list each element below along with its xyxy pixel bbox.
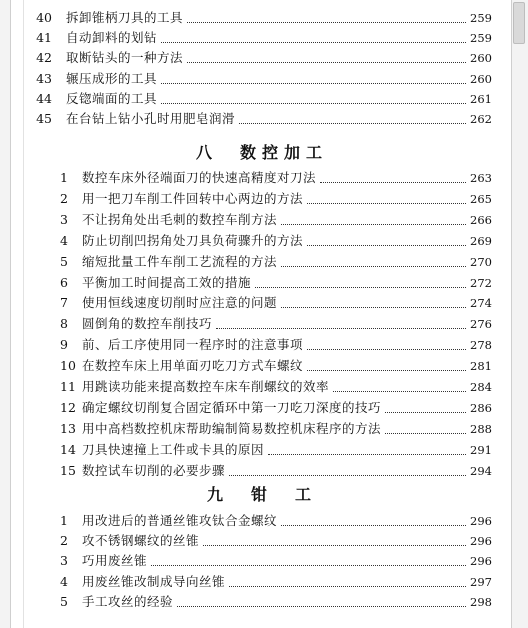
toc-leader-dots bbox=[385, 432, 466, 434]
toc-entry-number: 5 bbox=[60, 593, 68, 609]
toc-leader-dots bbox=[229, 474, 466, 476]
toc-entry-number: 10 bbox=[60, 358, 76, 374]
toc-entry-number: 11 bbox=[60, 379, 76, 394]
toc-leader-dots bbox=[307, 348, 466, 350]
toc-entry-number: 2 bbox=[60, 190, 68, 206]
toc-entry bbox=[24, 314, 500, 334]
toc-entry-number: 3 bbox=[60, 553, 68, 569]
toc-entry bbox=[24, 511, 500, 531]
toc-leader-dots bbox=[385, 411, 466, 413]
toc-leader-dots bbox=[161, 41, 466, 43]
toc-entry-title: 拆卸锥柄刀具的工具 bbox=[66, 10, 184, 25]
toc-entry bbox=[24, 293, 500, 313]
scrollbar-thumb[interactable] bbox=[513, 2, 525, 44]
toc-entry-title: 在数控车床上用单面刃吃刀方式车螺纹 bbox=[82, 358, 304, 374]
toc-entry-title: 手工攻丝的经验 bbox=[82, 593, 174, 609]
toc-entry-number: 7 bbox=[60, 295, 68, 311]
toc-entry bbox=[24, 109, 500, 129]
toc-entry-title: 用一把刀车削工件回转中心两边的方法 bbox=[82, 190, 304, 206]
toc-entry-page: 286 bbox=[470, 400, 492, 415]
toc-entry bbox=[24, 231, 500, 251]
toc-entry-page: 259 bbox=[470, 11, 492, 25]
toc-entry-page: 272 bbox=[470, 275, 492, 290]
toc-entry bbox=[24, 461, 500, 481]
toc-leader-dots bbox=[281, 524, 466, 526]
toc-entry bbox=[24, 335, 500, 355]
toc-entry-number: 2 bbox=[60, 533, 68, 549]
toc-entry-title: 取断钻头的一种方法 bbox=[66, 50, 184, 66]
toc-entry-page: 288 bbox=[470, 421, 492, 436]
toc-leader-dots bbox=[161, 82, 466, 84]
toc-entry-number: 1 bbox=[60, 170, 68, 185]
toc-entry bbox=[24, 273, 500, 293]
toc-entry-title: 用中高档数控机床帮助编制简易数控机床程序的方法 bbox=[82, 420, 382, 436]
toc-entry-page: 294 bbox=[470, 463, 492, 478]
toc-entry-page: 296 bbox=[470, 534, 492, 549]
section-8-heading bbox=[24, 140, 500, 163]
section-9-heading bbox=[24, 482, 500, 505]
toc-entry-title: 不让拐角处出毛刺的数控车削方法 bbox=[82, 211, 278, 227]
toc-entry-page: 261 bbox=[470, 91, 492, 106]
toc-entry-title: 用跳读功能来提高数控车床车削螺纹的效率 bbox=[82, 379, 330, 394]
toc-entry bbox=[24, 377, 500, 397]
toc-entry-page: 296 bbox=[470, 554, 492, 569]
toc-entry-title: 反锪端面的工具 bbox=[66, 90, 158, 106]
toc-entry-page: 262 bbox=[470, 112, 492, 126]
toc-entry-number: 4 bbox=[60, 232, 68, 248]
toc-entry-number: 42 bbox=[36, 50, 52, 66]
toc-entry bbox=[24, 551, 500, 571]
toc-entry-page: 297 bbox=[470, 574, 492, 589]
toc-entry-title: 使用恒线速度切削时应注意的问题 bbox=[82, 295, 278, 311]
toc-entry bbox=[24, 69, 500, 89]
vertical-scrollbar[interactable] bbox=[511, 0, 528, 628]
toc-entry-title: 前、后工序使用同一程序时的注意事项 bbox=[82, 337, 304, 353]
toc-entry-page: 260 bbox=[470, 51, 492, 66]
toc-entry-page: 259 bbox=[470, 31, 492, 46]
toc-leader-dots bbox=[307, 202, 466, 204]
toc-entry-title: 数控车床外径端面刀的快速高精度对刀法 bbox=[82, 170, 317, 185]
toc-leader-dots bbox=[307, 244, 466, 246]
toc-entry bbox=[24, 210, 500, 230]
toc-entry bbox=[24, 252, 500, 272]
toc-leader-dots bbox=[187, 21, 466, 23]
toc-entry-title: 确定螺纹切削复合固定循环中第一刀吃刀深度的技巧 bbox=[82, 399, 382, 415]
toc-entry-number: 1 bbox=[60, 513, 68, 528]
section-8-heading-text: 八 数控加工 bbox=[195, 143, 328, 162]
toc-entry-page: 270 bbox=[470, 254, 492, 269]
toc-entry bbox=[24, 398, 500, 418]
toc-entry-number: 44 bbox=[36, 90, 52, 106]
toc-entry bbox=[24, 8, 500, 28]
toc-entry-number: 5 bbox=[60, 253, 68, 269]
toc-entry-page: 278 bbox=[470, 338, 492, 353]
toc-entry-title: 攻不锈钢螺纹的丝锥 bbox=[82, 533, 200, 549]
toc-entry-number: 41 bbox=[36, 30, 52, 46]
toc-entry-page: 269 bbox=[470, 233, 492, 248]
toc-entry-number: 6 bbox=[60, 274, 68, 290]
toc-entry-title: 辗压成形的工具 bbox=[66, 70, 158, 86]
toc-leader-dots bbox=[255, 286, 466, 288]
toc-entry bbox=[24, 419, 500, 439]
toc-entry bbox=[24, 572, 500, 592]
section-9-heading-text: 九 钳 工 bbox=[206, 485, 317, 504]
toc-entry-title: 在台钻上钻小孔时用肥皂润滑 bbox=[66, 111, 236, 126]
toc-entry bbox=[24, 531, 500, 551]
toc-entry-number: 8 bbox=[60, 316, 68, 332]
toc-leader-dots bbox=[281, 265, 466, 267]
toc-entry-number: 45 bbox=[36, 111, 52, 126]
toc-leader-dots bbox=[187, 61, 466, 63]
toc-entry-page: 298 bbox=[470, 594, 492, 609]
toc-entry-page: 265 bbox=[470, 191, 492, 206]
toc-entry-title: 巧用废丝锥 bbox=[82, 553, 148, 569]
toc-entry-page: 260 bbox=[470, 71, 492, 86]
toc-entry-title: 用废丝锥改制成导向丝锥 bbox=[82, 573, 226, 589]
toc-entry-title: 防止切削凹拐角处刀具负荷骤升的方法 bbox=[82, 232, 304, 248]
toc-entry bbox=[24, 48, 500, 68]
toc-entry-number: 40 bbox=[36, 10, 52, 25]
toc-leader-dots bbox=[268, 453, 466, 455]
viewer-left-border bbox=[0, 0, 11, 628]
toc-leader-dots bbox=[281, 306, 466, 308]
toc-entry-title: 平衡加工时间提高工效的措施 bbox=[82, 274, 252, 290]
toc-entry-title: 数控试车切削的必要步骤 bbox=[82, 462, 226, 478]
toc-entry-number: 43 bbox=[36, 70, 52, 86]
toc-entry bbox=[24, 189, 500, 209]
toc-entry bbox=[24, 28, 500, 48]
toc-entry-page: 274 bbox=[470, 296, 492, 311]
toc-entry-number: 14 bbox=[60, 441, 76, 457]
toc-leader-dots bbox=[307, 369, 466, 371]
toc-entry bbox=[24, 89, 500, 109]
toc-entry-title: 用改进后的普通丝锥攻钛合金螺纹 bbox=[82, 513, 278, 528]
toc-leader-dots bbox=[320, 181, 466, 183]
toc-entry-number: 12 bbox=[60, 399, 76, 415]
toc-leader-dots bbox=[203, 544, 466, 546]
toc-leader-dots bbox=[177, 605, 466, 607]
toc-entry-page: 266 bbox=[470, 212, 492, 227]
toc-entry bbox=[24, 440, 500, 460]
toc-entry-number: 13 bbox=[60, 420, 76, 436]
toc-entry-title: 自动卸料的划钻 bbox=[66, 30, 158, 46]
toc-entry-page: 281 bbox=[470, 359, 492, 374]
toc-leader-dots bbox=[161, 102, 466, 104]
toc-entry-number: 15 bbox=[60, 462, 76, 478]
toc-entry-page: 291 bbox=[470, 442, 492, 457]
toc-entry-number: 4 bbox=[60, 573, 68, 589]
toc-entry-page: 296 bbox=[470, 514, 492, 528]
toc-entry-number: 3 bbox=[60, 211, 68, 227]
toc-leader-dots bbox=[229, 585, 466, 587]
toc-entry bbox=[24, 168, 500, 188]
toc-entry-page: 284 bbox=[470, 380, 492, 394]
toc-entry-title: 刀具快速撞上工件或卡具的原因 bbox=[82, 441, 265, 457]
toc-leader-dots bbox=[281, 223, 466, 225]
toc-entry bbox=[24, 356, 500, 376]
toc-entry-page: 263 bbox=[470, 171, 492, 185]
toc-entry-title: 圆倒角的数控车削技巧 bbox=[82, 316, 213, 332]
toc-entry bbox=[24, 592, 500, 612]
toc-leader-dots bbox=[333, 390, 466, 392]
toc-leader-dots bbox=[216, 327, 466, 329]
toc-entry-number: 9 bbox=[60, 337, 68, 353]
document-page bbox=[24, 0, 500, 628]
toc-entry-page: 276 bbox=[470, 317, 492, 332]
toc-leader-dots bbox=[151, 564, 466, 566]
toc-leader-dots bbox=[239, 122, 466, 124]
toc-entry-title: 缩短批量工件车削工艺流程的方法 bbox=[82, 253, 278, 269]
